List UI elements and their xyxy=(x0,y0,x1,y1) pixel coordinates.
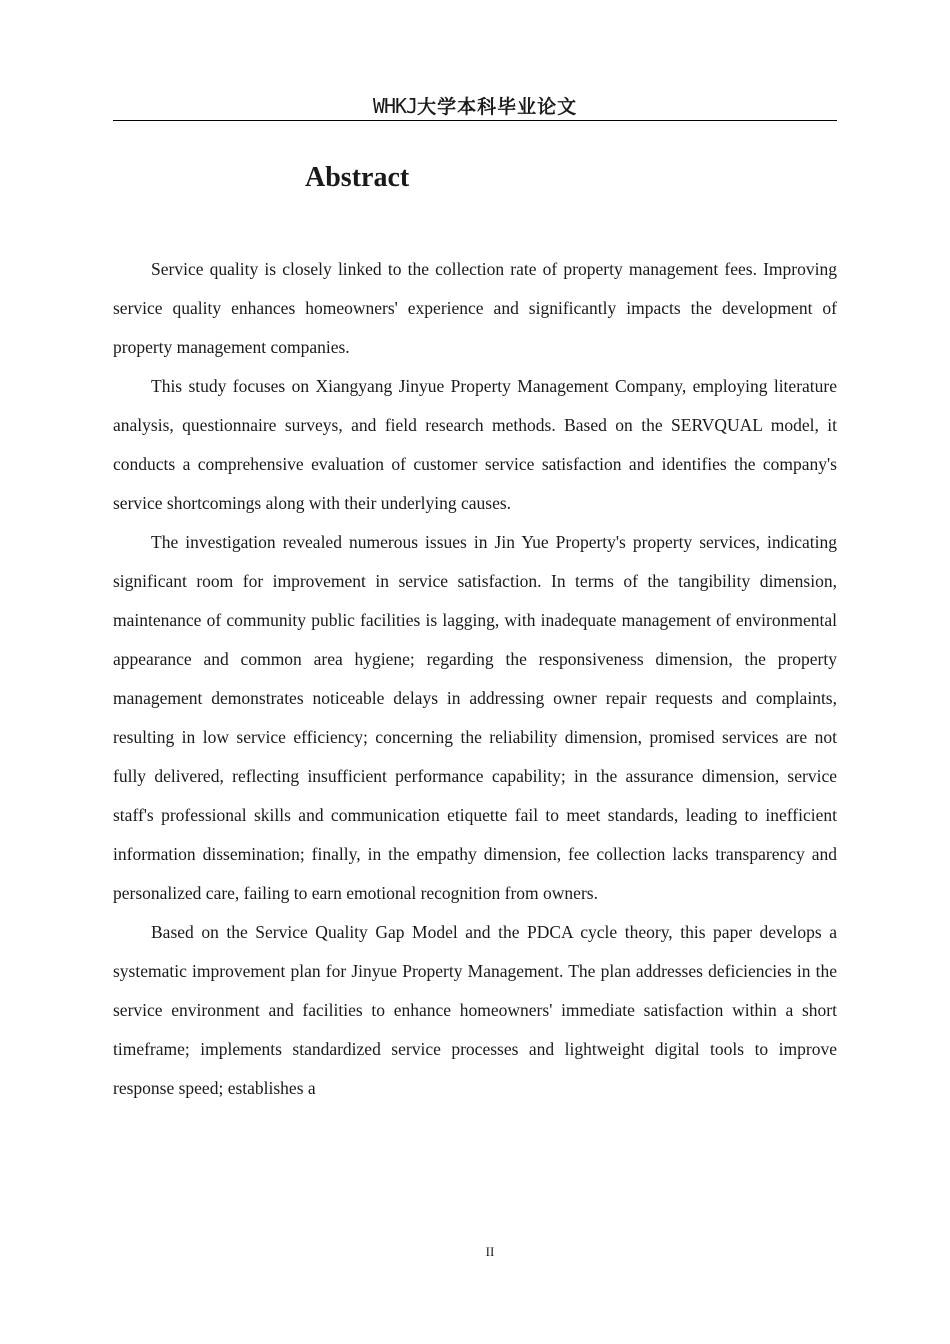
header-university-code: WHKJ xyxy=(372,94,418,118)
abstract-paragraph-3: The investigation revealed numerous issues in Jin Yue Property's property services, indicating significant room for improvement in service satisfaction. In terms of the tangibility dimension, maintenance of community public facilities is lagging, with inadequate management of environmental appearance and common area hygiene; regarding the responsiveness dimension, the property management demonstrates noticeable delays in addressing owner repair requests and complaints, resulting in low service efficiency; concerning the reliability dimension, promised services are not fully delivered, reflecting insufficient performance capability; in the assurance dimension, service staff's professional skills and communication etiquette fail to meet standards, leading to inefficient information dissemination; finally, in the empathy dimension, fee collection lacks transparency and personalized care, failing to earn emotional recognition from owners. xyxy=(113,532,837,903)
abstract-paragraph-2: This study focuses on Xiangyang Jinyue Property Management Company, employing literature analysis, questionnaire surveys, and field research methods. Based on the SERVQUAL model, it conducts a comprehensive evaluation of customer service satisfaction and identifies the company's service shortcomings along with their underlying causes. xyxy=(113,376,837,513)
running-header xyxy=(113,92,837,121)
header-thesis-label: 大学本科毕业论文 xyxy=(417,96,578,118)
abstract-paragraph-1: Service quality is closely linked to the collection rate of property management fees. Improving service quality enhances homeowners' experience and significantly impacts the development of property management companies. xyxy=(113,259,837,357)
abstract-paragraph-4: Based on the Service Quality Gap Model and the PDCA cycle theory, this paper develops a systematic improvement plan for Jinyue Property Management. The plan addresses deficiencies in the service environment and facilities to enhance homeowners' immediate satisfaction within a short timeframe; implements standardized service processes and lightweight digital tools to improve response speed; establishes a xyxy=(113,922,837,1098)
abstract-title: Abstract xyxy=(305,162,410,193)
page-number: II xyxy=(485,1244,495,1259)
abstract-body xyxy=(113,250,837,1108)
